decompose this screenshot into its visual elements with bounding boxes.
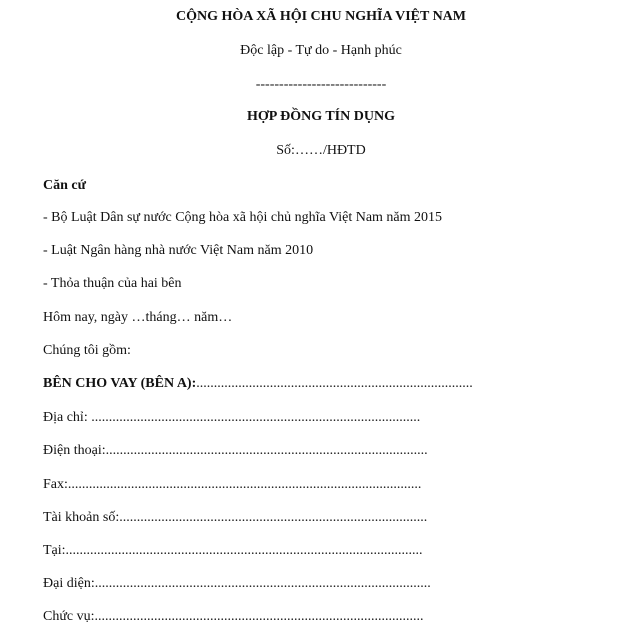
header-divider: ---------------------------- xyxy=(255,77,387,92)
parties-line: Chúng tôi gồm: xyxy=(43,343,131,358)
contract-title: HỢP ĐỒNG TÍN DỤNG xyxy=(247,109,395,124)
contract-number: Số:……/HĐTD xyxy=(276,143,366,158)
party-a-phone-field: Điện thoại:............................................................................................ xyxy=(43,443,428,458)
party-a-heading: BÊN CHO VAY (BÊN A): xyxy=(43,376,197,391)
party-a-heading-line xyxy=(43,375,473,393)
party-a-address-field: Địa chỉ: .............................................................................................. xyxy=(43,410,421,425)
party-a-position-field: Chức vụ:.............................................................................................. xyxy=(43,609,424,624)
party-a-account-field: Tài khoản số:........................................................................................ xyxy=(43,510,428,525)
party-a-representative-field: Đại diện:................................................................................................ xyxy=(43,576,431,591)
party-a-heading-dots: ............................................................................... xyxy=(196,376,473,391)
party-a-bank-field: Tại:...................................................................................................... xyxy=(43,543,423,558)
nation-heading: CỘNG HÒA XÃ HỘI CHU NGHĨA VIỆT NAM xyxy=(175,9,466,24)
basis-item-banking-law: - Luật Ngân hàng nhà nước Việt Nam năm 2010 xyxy=(43,243,314,258)
date-line: Hôm nay, ngày …tháng… năm… xyxy=(43,310,233,325)
party-a-fax-field: Fax:..................................................................................................... xyxy=(43,477,422,492)
basis-heading: Căn cứ xyxy=(43,178,87,193)
basis-item-agreement: - Thỏa thuận của hai bên xyxy=(43,276,182,291)
basis-item-civil-code: - Bộ Luật Dân sự nước Cộng hòa xã hội chủ nghĩa Việt Nam năm 2015 xyxy=(43,210,443,225)
national-motto: Độc lập - Tự do - Hạnh phúc xyxy=(240,43,402,58)
